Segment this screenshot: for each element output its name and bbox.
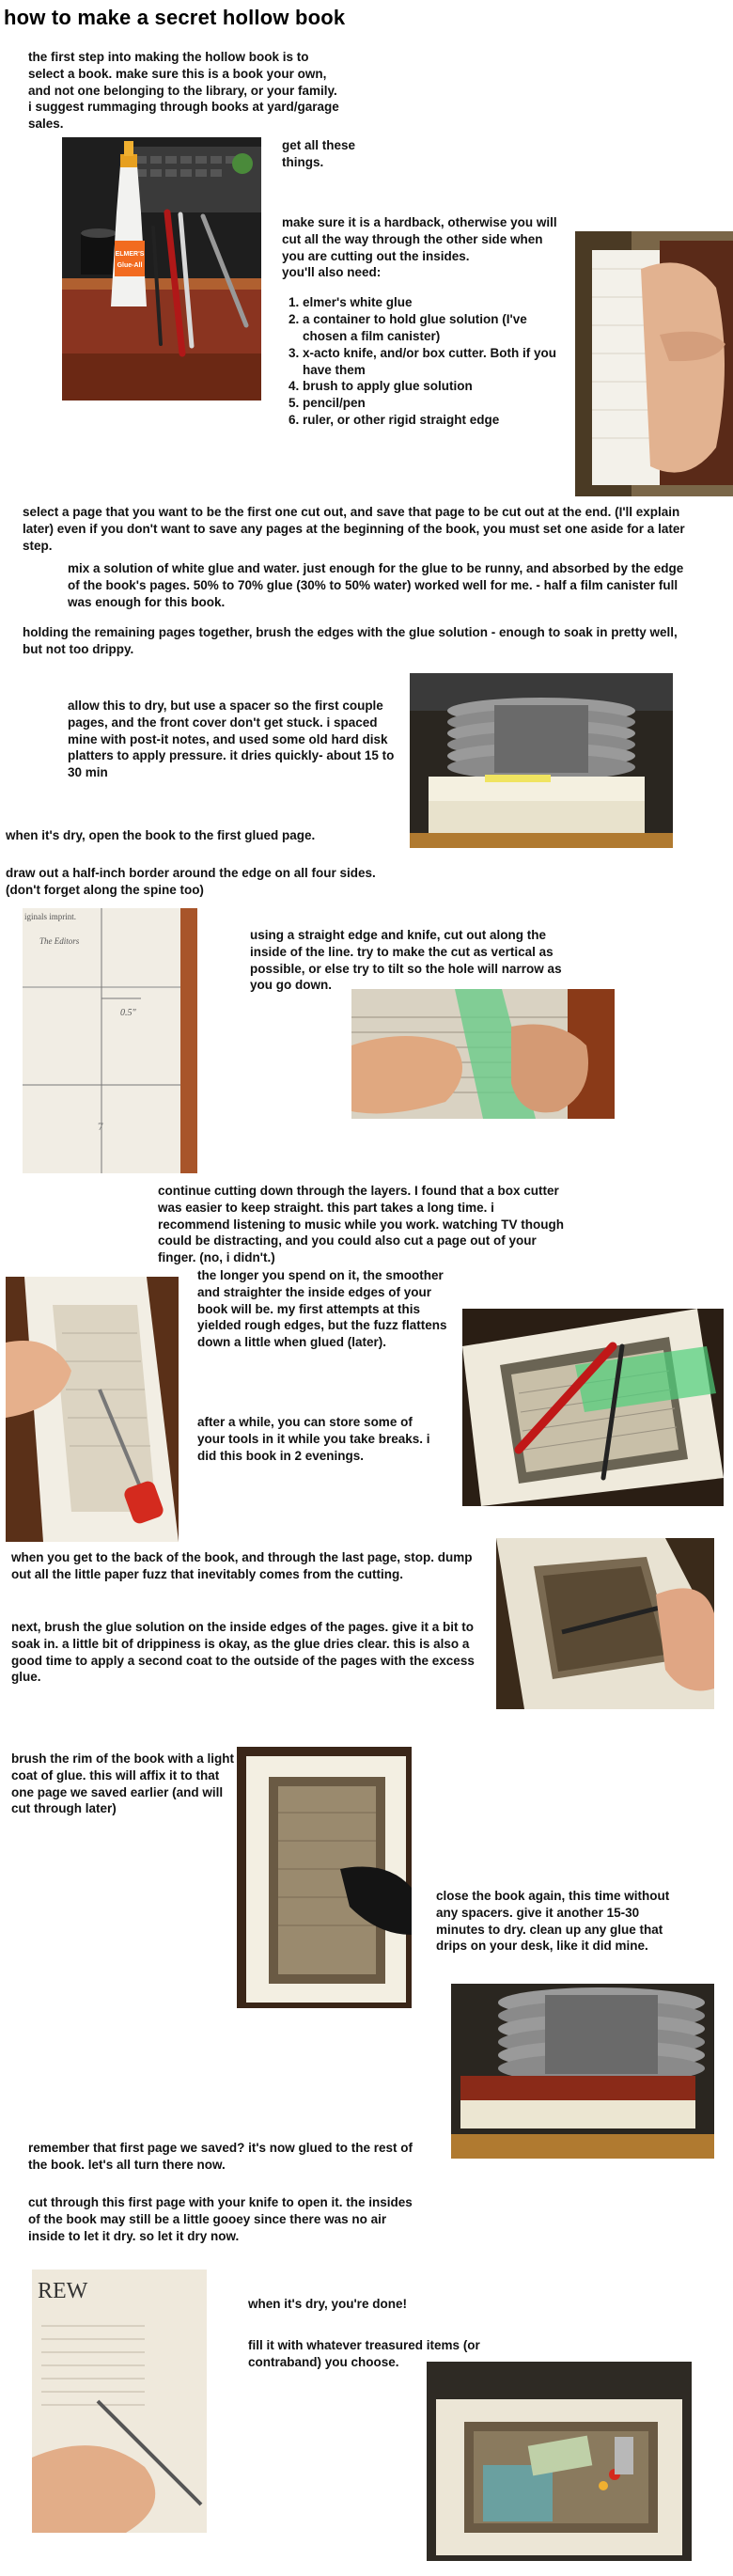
supplies-photo xyxy=(62,137,261,401)
cut-illustration xyxy=(351,989,615,1119)
supplies-list xyxy=(282,294,569,429)
step-open: when it's dry, open the book to the first glued page. xyxy=(6,828,316,842)
spacer-illustration xyxy=(410,673,673,848)
hardback-photo xyxy=(575,231,733,496)
border-illustration xyxy=(23,908,197,1173)
step-border: draw out a half-inch border around the edge on all four sides. (don't forget along the spine too) xyxy=(6,866,376,897)
list-item: 2. a container to hold glue solution (I've chosen a film canister) xyxy=(303,311,569,345)
finished-illustration xyxy=(427,2362,692,2561)
list-item: 1. elmer's white glue xyxy=(303,294,569,311)
measure-text: 0.5" xyxy=(120,1008,136,1018)
list-item: 6. ruler, or other rigid straight edge xyxy=(303,412,569,429)
border-photo xyxy=(23,908,197,1173)
step-fill: fill it with whatever treasured items (or contraband) you choose. xyxy=(248,2338,480,2369)
spacer-photo xyxy=(410,673,673,848)
glue-inside-illustration xyxy=(496,1538,714,1709)
cutting-photo xyxy=(6,1277,179,1542)
glue-inside-photo xyxy=(496,1538,714,1709)
step-hold: holding the remaining pages together, brush the edges with the glue solution - enough to soak in pretty well, but not too drippy. xyxy=(23,625,678,656)
step-dry: allow this to dry, but use a spacer so the first couple pages, and the front cover don't get stuck. i spaced mine with post-it notes, and used some old hard disk platters to apply pressure. it dries quickly- about 15 to 30 min xyxy=(68,699,395,780)
cutting-illustration xyxy=(6,1277,179,1542)
close-illustration xyxy=(451,1984,714,2159)
tools-photo xyxy=(462,1309,724,1506)
step-remember: remember that first page we saved? it's now glued to the rest of the book. let's all turn there now. xyxy=(28,2141,413,2172)
page-title: how to make a secret hollow book xyxy=(4,6,346,29)
open-page-illustration xyxy=(32,2270,207,2533)
rew-text: REW xyxy=(38,2279,88,2303)
tools-illustration xyxy=(462,1309,724,1506)
glue-brand-text: ELMER'S xyxy=(115,251,145,258)
step-get-all: get all these things. xyxy=(282,138,356,169)
glue-label-text: Glue-All xyxy=(117,262,143,269)
step-store: after a while, you can store some of your tools in it while you take breaks. i did this book in 2 evenings. xyxy=(197,1415,430,1463)
step-back: when you get to the back of the book, and through the last page, stop. dump out all the little paper fuzz that inevitably comes from the cutting. xyxy=(11,1550,473,1581)
step-longer: the longer you spend on it, the smoother and straighter the inside edges of your book will be. my first attempts at this yielded rough edges, but the fuzz flattens down a little when glued (later). xyxy=(197,1268,447,1350)
page-number-text: 7 xyxy=(98,1120,103,1133)
step-select-page: select a page that you want to be the first one cut out, and save that page to be cut out at the end. (I'll explain later) even if you don't want to save any pages at the beginning of the book, you must set one aside for a later step. xyxy=(23,505,685,553)
open-page-photo xyxy=(32,2270,207,2533)
cut-photo xyxy=(351,989,615,1119)
hardback-text: make sure it is a hardback, otherwise you will cut all the way through the other side when you are cutting out the insides. xyxy=(282,215,557,263)
step-hardback xyxy=(282,214,569,429)
step-continue: continue cutting down through the layers. I found that a box cutter was easier to keep straight. this part takes a long time. i recommend listening to music while you work. watching TV though could be distracting, and you could also cut a page out of your finger. (no, i didn't.) xyxy=(158,1184,565,1265)
page-editors-text: The Editors xyxy=(39,936,80,946)
supplies-illustration xyxy=(62,137,261,401)
close-photo xyxy=(451,1984,714,2159)
list-item: 3. x-acto knife, and/or box cutter. Both if you have them xyxy=(303,345,569,379)
list-item: 4. brush to apply glue solution xyxy=(303,378,569,395)
finished-photo xyxy=(427,2362,692,2561)
rim-photo xyxy=(237,1747,412,2008)
step-brush-inside: next, brush the glue solution on the inside edges of the pages. give it a bit to soak in. a little bit of drippiness is okay, as the glue dries clear. this is also a good time to apply a second coat to the outside of the pages with the excess glue. xyxy=(11,1620,475,1685)
list-item: 5. pencil/pen xyxy=(303,395,569,412)
hardback-illustration xyxy=(575,231,733,496)
step-intro: the first step into making the hollow book is to select a book. make sure this is a book your own, and not one belonging to the library, or your family. i suggest rummaging through books at yard/garage sales. xyxy=(28,50,339,132)
rim-illustration xyxy=(237,1747,412,2008)
step-rim: brush the rim of the book with a light coat of glue. this will affix it to that one page we saved earlier (and will cut through later) xyxy=(11,1751,234,1816)
also-need-text: you'll also need: xyxy=(282,265,382,280)
step-cut: using a straight edge and knife, cut out along the inside of the line. try to make the cut as vertical as possible, or else try to tilt so the hole will narrow as you go down. xyxy=(250,928,562,993)
step-mix: mix a solution of white glue and water. just enough for the glue to be runny, and absorbed by the edge of the book's pages. 50% to 70% glue (30% to 50% water) worked well for me. - half a film canister full was enough for this book. xyxy=(68,561,684,609)
page-header-text: iginals imprint. xyxy=(24,912,76,921)
step-done: when it's dry, you're done! xyxy=(248,2297,407,2311)
step-close: close the book again, this time without any spacers. give it another 15-30 minutes to dry. clean up any glue that drips on your desk, like it did mine. xyxy=(436,1889,670,1954)
step-cut-through: cut through this first page with your knife to open it. the insides of the book may still be a little gooey since there was no air inside to let it dry. so let it dry now. xyxy=(28,2195,413,2243)
